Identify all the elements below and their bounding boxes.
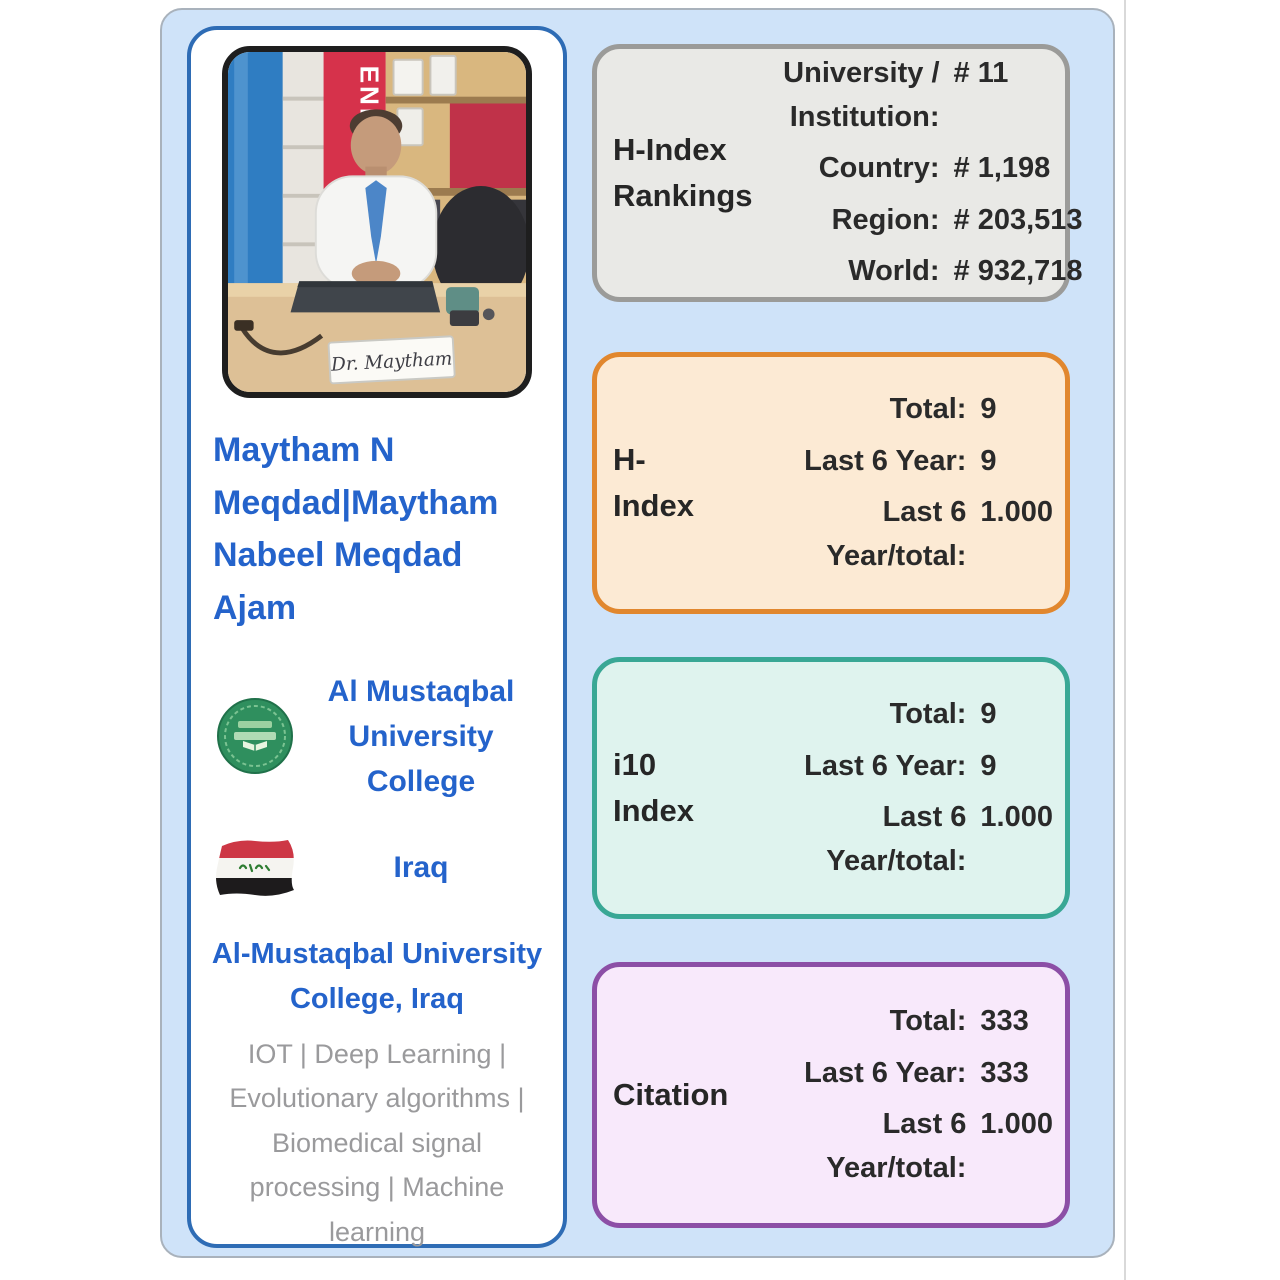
h-index-row-value: 9 [980,393,997,425]
rankings-title-line1: H-Index [613,131,727,167]
iraq-flag-icon [207,838,303,898]
i10-title-line2: Index [613,793,694,828]
rankings-card-title [613,127,753,220]
h-index-row-label: Last 6 Year: [804,444,967,477]
i10-row-label: Last 6 Year: [804,749,967,782]
profile-card [187,26,567,1248]
citation-row-label: Last 6 Year/total: [826,1108,967,1184]
research-keywords: IOT | Deep Learning | Evolutionary algorithms | Biomedical signal processing | Machine learning [229,1038,525,1247]
i10-card-title [613,742,753,835]
rankings-title-line2: Rankings [613,178,753,213]
h-index-title-line1: H- [613,441,646,477]
photo-name-card [328,336,454,383]
profile-photo [222,46,532,398]
university-name: Al Mustaqbal University College [327,674,515,798]
citation-title-line1: Citation [613,1076,729,1112]
rankings-row-label: University / Institution: [783,57,940,133]
rankings-row-label: Country: [818,152,940,185]
i10-index-card [592,657,1070,919]
page-edge-divider [1124,0,1126,1280]
h-index-rows [753,388,1053,578]
i10-rows [753,693,1053,883]
h-index-title-line2: Index [613,488,694,523]
i10-title-line1: i10 [613,746,657,782]
affiliation-full: Al-Mustaqbal University College, Iraq [211,937,543,1015]
h-index-row-label: Last 6 Year/total: [826,496,967,572]
rankings-rows [753,52,1083,294]
citation-rows [753,1000,1053,1190]
profile-panel [160,8,1115,1258]
university-logo-icon [207,697,303,775]
rankings-row-value: # 932,718 [953,255,1083,288]
citation-card-title [613,1072,753,1119]
rankings-row-value: # 11 [953,57,1009,90]
i10-row-value: 9 [980,698,997,730]
h-index-rankings-card [592,44,1083,302]
country-row [207,838,547,898]
photo-name-card-text: Dr. Maytham [330,348,453,376]
university-row [207,669,547,804]
citation-row-value: 1.000 [980,1108,1053,1140]
h-index-row-label: Total: [889,393,967,425]
rankings-row-value: # 1,198 [953,152,1051,185]
rankings-row-value: # 203,513 [953,203,1083,236]
i10-row-value: 1.000 [980,801,1053,833]
h-index-card [592,352,1070,614]
h-index-row-value: 9 [980,444,997,477]
citation-row-value: 333 [980,1056,1029,1089]
researcher-name: Maytham N Meqdad|Maytham Nabeel Meqdad Ajam [213,431,499,628]
h-index-row-value: 1.000 [980,496,1053,528]
citation-row-value: 333 [980,1005,1029,1037]
citation-row-label: Last 6 Year: [804,1056,967,1089]
citation-card [592,962,1070,1228]
h-index-card-title [613,437,753,530]
i10-row-value: 9 [980,749,997,782]
i10-row-label: Last 6 Year/total: [826,801,967,877]
rankings-row-label: World: [848,255,940,288]
country-name: Iraq [393,851,449,885]
i10-row-label: Total: [889,698,967,730]
rankings-row-label: Region: [831,203,940,236]
citation-row-label: Total: [889,1005,967,1037]
profile-photo-scene [228,52,526,392]
